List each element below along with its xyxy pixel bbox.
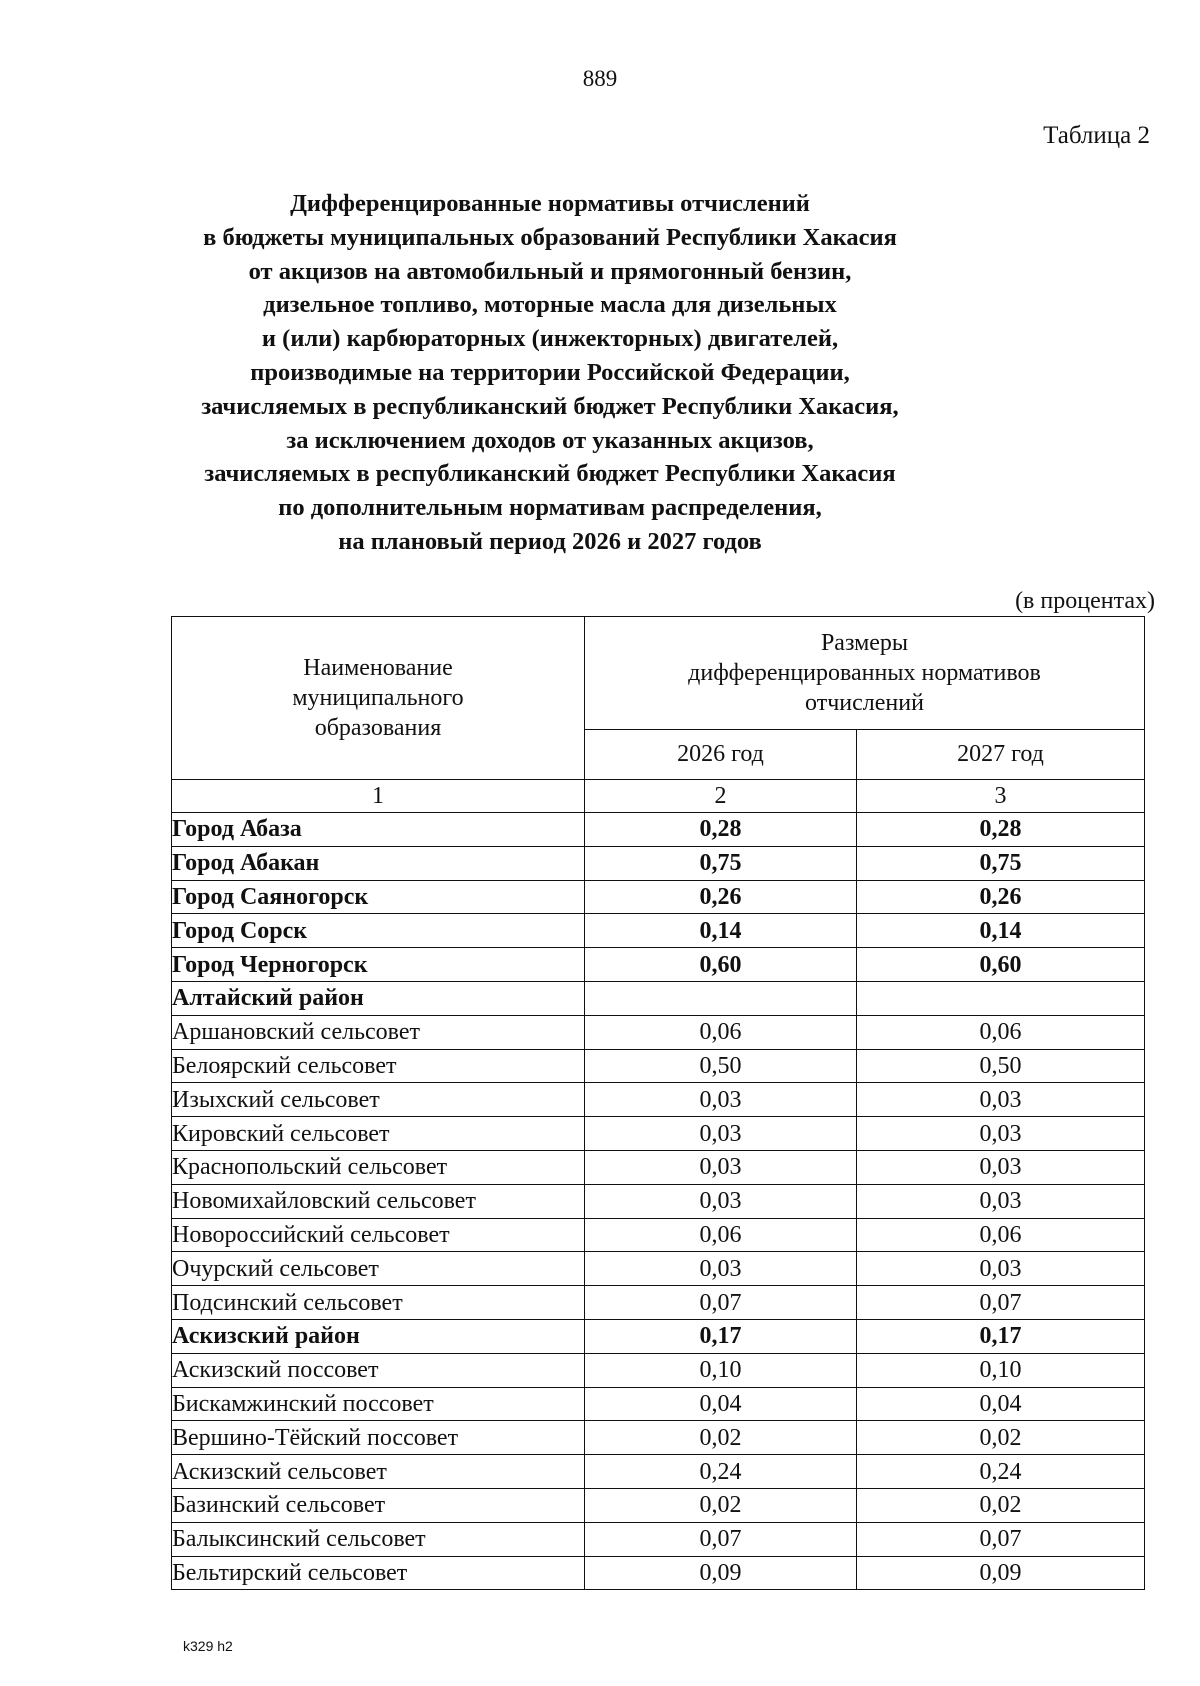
municipality-name-cell: Город Абакан bbox=[172, 846, 585, 880]
header-year-2027: 2027 год bbox=[857, 730, 1145, 780]
title-line: в бюджеты муниципальных образований Республики Хакасия bbox=[203, 223, 897, 251]
municipality-name-cell: Базинский сельсовет bbox=[172, 1488, 585, 1522]
value-2027-cell: 0,75 bbox=[857, 846, 1145, 880]
table-row bbox=[172, 948, 1145, 982]
table-row bbox=[172, 846, 1145, 880]
value-2027-cell: 0,06 bbox=[857, 1015, 1145, 1049]
municipality-name-cell: Бискамжинский поссовет bbox=[172, 1387, 585, 1421]
table-label: Таблица 2 bbox=[1043, 122, 1150, 149]
value-2027-cell: 0,03 bbox=[857, 1252, 1145, 1286]
value-2027-cell: 0,03 bbox=[857, 1083, 1145, 1117]
value-2026-cell: 0,03 bbox=[585, 1252, 857, 1286]
table-row bbox=[172, 1286, 1145, 1320]
value-2027-cell: 0,28 bbox=[857, 813, 1145, 847]
municipality-name-cell: Город Черногорск bbox=[172, 948, 585, 982]
table-row bbox=[172, 1353, 1145, 1387]
municipality-name-cell: Краснопольский сельсовет bbox=[172, 1150, 585, 1184]
municipality-name-cell: Город Саяногорск bbox=[172, 880, 585, 914]
table-row bbox=[172, 1252, 1145, 1286]
value-2026-cell: 0,09 bbox=[585, 1556, 857, 1590]
value-2027-cell: 0,07 bbox=[857, 1522, 1145, 1556]
title-line: от акцизов на автомобильный и прямогонный бензин, bbox=[248, 257, 852, 285]
municipality-name-cell: Аскизский поссовет bbox=[172, 1353, 585, 1387]
header-group-line: Размеры bbox=[820, 630, 909, 656]
value-2027-cell: 0,02 bbox=[857, 1488, 1145, 1522]
municipality-name-cell: Белоярский сельсовет bbox=[172, 1049, 585, 1083]
value-2026-cell: 0,07 bbox=[585, 1522, 857, 1556]
units-note: (в процентах) bbox=[1015, 588, 1155, 614]
table-row bbox=[172, 1218, 1145, 1252]
value-2026-cell: 0,03 bbox=[585, 1083, 857, 1117]
value-2026-cell: 0,03 bbox=[585, 1184, 857, 1218]
value-2026-cell: 0,24 bbox=[585, 1455, 857, 1489]
municipality-name-cell: Изыхский сельсовет bbox=[172, 1083, 585, 1117]
value-2026-cell bbox=[585, 981, 857, 1015]
table-row bbox=[172, 1319, 1145, 1353]
municipality-name-cell: Очурский сельсовет bbox=[172, 1252, 585, 1286]
municipality-name-cell: Аршановский сельсовет bbox=[172, 1015, 585, 1049]
column-number-row bbox=[172, 780, 1145, 813]
municipality-name-cell: Аскизский сельсовет bbox=[172, 1455, 585, 1489]
header-group-line: отчислений bbox=[805, 690, 924, 716]
column-number: 3 bbox=[857, 780, 1145, 813]
value-2027-cell: 0,26 bbox=[857, 880, 1145, 914]
value-2026-cell: 0,26 bbox=[585, 880, 857, 914]
table-row bbox=[172, 981, 1145, 1015]
table-row bbox=[172, 1387, 1145, 1421]
column-number: 2 bbox=[585, 780, 857, 813]
title-line: за исключением доходов от указанных акцизов, bbox=[286, 426, 814, 454]
title-line: по дополнительным нормативам распределения, bbox=[278, 494, 822, 522]
table-row bbox=[172, 1488, 1145, 1522]
header-name-line: муниципального bbox=[292, 685, 464, 711]
municipality-name-cell: Город Абаза bbox=[172, 813, 585, 847]
table-header bbox=[172, 617, 1145, 813]
table-row bbox=[172, 1049, 1145, 1083]
value-2026-cell: 0,60 bbox=[585, 948, 857, 982]
value-2027-cell: 0,24 bbox=[857, 1455, 1145, 1489]
value-2027-cell: 0,03 bbox=[857, 1184, 1145, 1218]
municipality-name-cell: Кировский сельсовет bbox=[172, 1117, 585, 1151]
municipality-name-cell: Вершино-Тёйский поссовет bbox=[172, 1421, 585, 1455]
header-group-line: дифференцированных нормативов bbox=[688, 660, 1041, 686]
title-line: и (или) карбюраторных (инжекторных) двигателей, bbox=[261, 325, 839, 353]
value-2026-cell: 0,06 bbox=[585, 1218, 857, 1252]
value-2027-cell: 0,50 bbox=[857, 1049, 1145, 1083]
table-row bbox=[172, 880, 1145, 914]
value-2026-cell: 0,14 bbox=[585, 914, 857, 948]
footer-code: k329 h2 bbox=[183, 1638, 233, 1654]
title-line: Дифференцированные нормативы отчислений bbox=[290, 190, 810, 217]
value-2027-cell: 0,07 bbox=[857, 1286, 1145, 1320]
municipality-name-cell: Город Сорск bbox=[172, 914, 585, 948]
value-2026-cell: 0,06 bbox=[585, 1015, 857, 1049]
value-2026-cell: 0,04 bbox=[585, 1387, 857, 1421]
value-2027-cell bbox=[857, 981, 1145, 1015]
value-2026-cell: 0,28 bbox=[585, 813, 857, 847]
title-line: зачисляемых в республиканский бюджет Республики Хакасия bbox=[204, 460, 896, 488]
value-2027-cell: 0,17 bbox=[857, 1319, 1145, 1353]
value-2026-cell: 0,17 bbox=[585, 1319, 857, 1353]
value-2026-cell: 0,75 bbox=[585, 846, 857, 880]
header-municipality-name bbox=[172, 617, 585, 780]
header-norm-sizes bbox=[585, 617, 1145, 730]
title-line: на плановый период 2026 и 2027 годов bbox=[338, 527, 762, 555]
header-year-2026: 2026 год bbox=[585, 730, 857, 780]
table-row bbox=[172, 1556, 1145, 1590]
header-name-line: Наименование bbox=[303, 655, 453, 681]
header-name-line: образования bbox=[314, 715, 442, 741]
document-title bbox=[150, 187, 950, 559]
table-row bbox=[172, 1015, 1145, 1049]
table-row bbox=[172, 1421, 1145, 1455]
municipality-name-cell: Подсинский сельсовет bbox=[172, 1286, 585, 1320]
page-number: 889 bbox=[582, 66, 618, 91]
value-2026-cell: 0,50 bbox=[585, 1049, 857, 1083]
value-2026-cell: 0,10 bbox=[585, 1353, 857, 1387]
title-line: производимые на территории Российской Федерации, bbox=[250, 358, 850, 386]
table-body bbox=[172, 813, 1145, 1590]
municipality-name-cell: Новороссийский сельсовет bbox=[172, 1218, 585, 1252]
norms-table bbox=[171, 616, 1145, 1590]
value-2027-cell: 0,14 bbox=[857, 914, 1145, 948]
value-2027-cell: 0,09 bbox=[857, 1556, 1145, 1590]
value-2027-cell: 0,06 bbox=[857, 1218, 1145, 1252]
column-number: 1 bbox=[172, 780, 585, 813]
value-2026-cell: 0,02 bbox=[585, 1421, 857, 1455]
table-row bbox=[172, 1522, 1145, 1556]
table-row bbox=[172, 914, 1145, 948]
value-2027-cell: 0,03 bbox=[857, 1150, 1145, 1184]
table-row bbox=[172, 1455, 1145, 1489]
municipality-name-cell: Алтайский район bbox=[172, 981, 585, 1015]
table-row bbox=[172, 813, 1145, 847]
value-2027-cell: 0,10 bbox=[857, 1353, 1145, 1387]
municipality-name-cell: Новомихайловский сельсовет bbox=[172, 1184, 585, 1218]
table-row bbox=[172, 1150, 1145, 1184]
title-line: дизельное топливо, моторные масла для дизельных bbox=[263, 291, 837, 319]
table-row bbox=[172, 1083, 1145, 1117]
value-2026-cell: 0,02 bbox=[585, 1488, 857, 1522]
table-row bbox=[172, 1184, 1145, 1218]
value-2027-cell: 0,04 bbox=[857, 1387, 1145, 1421]
value-2026-cell: 0,03 bbox=[585, 1117, 857, 1151]
value-2027-cell: 0,02 bbox=[857, 1421, 1145, 1455]
municipality-name-cell: Бельтирский сельсовет bbox=[172, 1556, 585, 1590]
value-2027-cell: 0,03 bbox=[857, 1117, 1145, 1151]
title-line: зачисляемых в республиканский бюджет Республики Хакасия, bbox=[201, 392, 899, 420]
value-2026-cell: 0,03 bbox=[585, 1150, 857, 1184]
value-2027-cell: 0,60 bbox=[857, 948, 1145, 982]
municipality-name-cell: Аскизский район bbox=[172, 1319, 585, 1353]
value-2026-cell: 0,07 bbox=[585, 1286, 857, 1320]
municipality-name-cell: Балыксинский сельсовет bbox=[172, 1522, 585, 1556]
table-row bbox=[172, 1117, 1145, 1151]
